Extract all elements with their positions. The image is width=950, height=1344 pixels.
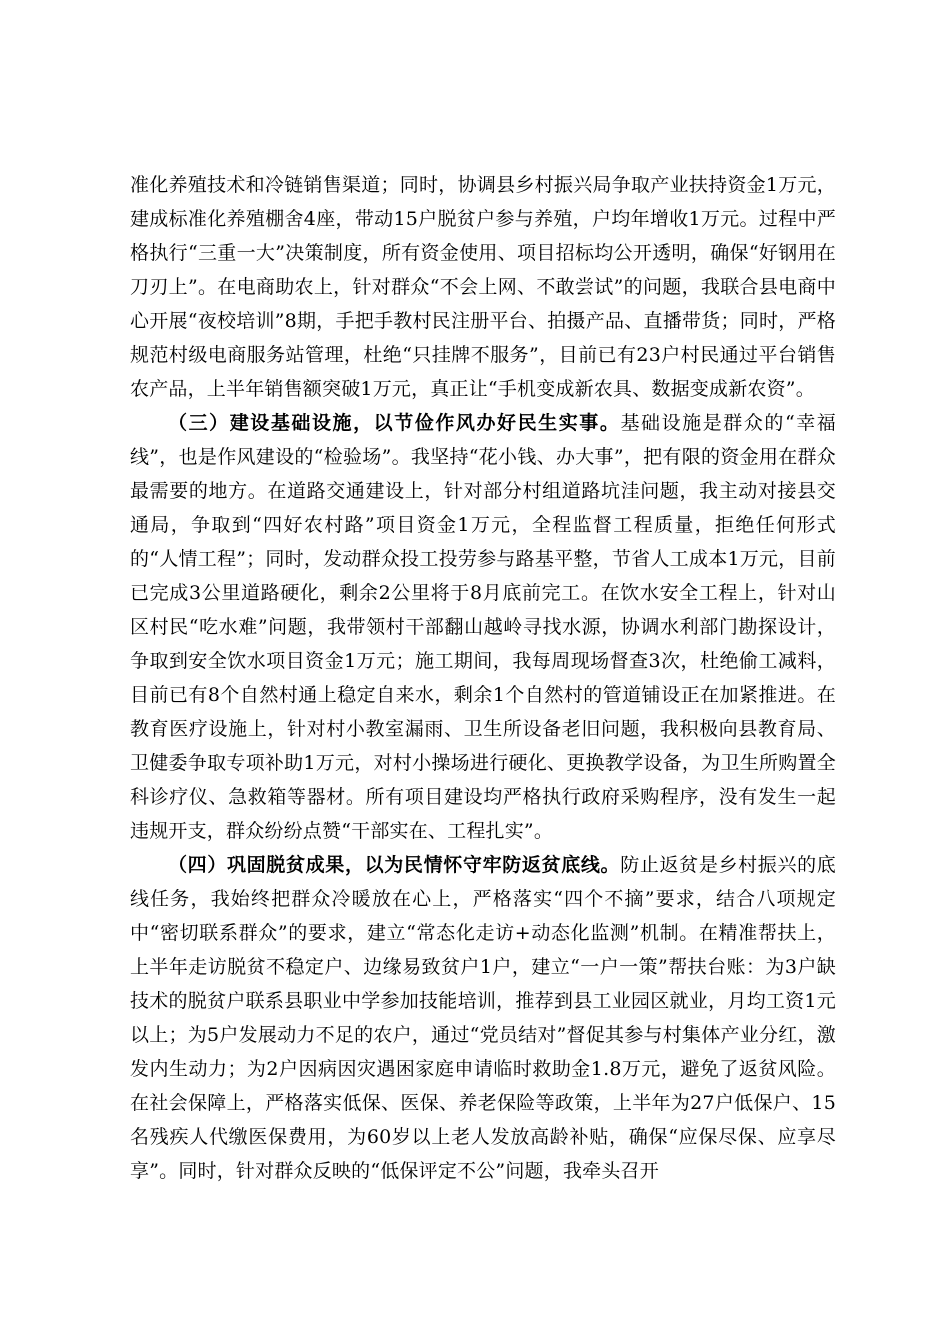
document-body bbox=[130, 168, 836, 1188]
paragraph-poverty-prevention bbox=[130, 848, 836, 1188]
section-heading-poverty-prevention: （四）巩固脱贫成果，以为民情怀守牢防返贫底线。 bbox=[168, 854, 621, 876]
paragraph-text: 准化养殖技术和冷链销售渠道；同时，协调县乡村振兴局争取产业扶持资金1万元，建成标准化养殖棚舍4座，带动15户脱贫户参与养殖，户均年增收1万元。过程中严格执行“三重一大”决策制度，所有资金使用、项目招标均公开透明，确保“好钢用在刀刃上”。在电商助农上，针对群众“不会上网、不敢尝试”的问题，我联合县电商中心开展“夜校培训”8期，手把手教村民注册平台、拍摄产品、直播带货；同时，严格规范村级电商服务站管理，杜绝“只挂牌不服务”，目前已有23户村民通过平台销售农产品，上半年销售额突破1万元，真正让“手机变成新农具、数据变成新农资”。 bbox=[130, 174, 836, 400]
section-heading-infrastructure: （三）建设基础设施，以节俭作风办好民生实事。 bbox=[168, 412, 621, 434]
paragraph-infrastructure bbox=[130, 406, 836, 848]
paragraph-industry-ecommerce bbox=[130, 168, 836, 406]
paragraph-text: 基础设施是群众的“幸福线”，也是作风建设的“检验场”。我坚持“花小钱、办大事”，把有限的资金用在群众最需要的地方。在道路交通建设上，针对部分村组道路坑洼问题，我主动对接县交通局，争取到“四好农村路”项目资金1万元，全程监督工程质量，拒绝任何形式的“人情工程”；同时，发动群众投工投劳参与路基平整，节省人工成本1万元，目前已完成3公里道路硬化，剩余2公里将于8月底前完工。在饮水安全工程上，针对山区村民“吃水难”问题，我带领村干部翻山越岭寻找水源，协调水利部门勘探设计，争取到安全饮水项目资金1万元；施工期间，我每周现场督查3次，杜绝偷工减料，目前已有8个自然村通上稳定自来水，剩余1个自然村的管道铺设正在加紧推进。在教育医疗设施上，针对村小教室漏雨、卫生所设备老旧问题，我积极向县教育局、卫健委争取专项补助1万元，对村小操场进行硬化、更换教学设备，为卫生所购置全科诊疗仪、急救箱等器材。所有项目建设均严格执行政府采购程序，没有发生一起违规开支，群众纷纷点赞“干部实在、工程扎实”。 bbox=[130, 412, 836, 842]
paragraph-text: 防止返贫是乡村振兴的底线任务，我始终把群众冷暖放在心上，严格落实“四个不摘”要求，结合八项规定中“密切联系群众”的要求，建立“常态化走访+动态化监测”机制。在精准帮扶上，上半年走访脱贫不稳定户、边缘易致贫户1户，建立“一户一策”帮扶台账：为3户缺技术的脱贫户联系县职业中学参加技能培训，推荐到县工业园区就业，月均工资1元以上；为5户发展动力不足的农户，通过“党员结对”督促其参与村集体产业分红，激发内生动力；为2户因病因灾遇困家庭申请临时救助金1.8万元，避免了返贫风险。在社会保障上，严格落实低保、医保、养老保险等政策，上半年为27户低保户、15名残疾人代缴医保费用，为60岁以上老人发放高龄补贴，确保“应保尽保、应享尽享”。同时，针对群众反映的“低保评定不公”问题，我牵头召开 bbox=[130, 854, 836, 1182]
